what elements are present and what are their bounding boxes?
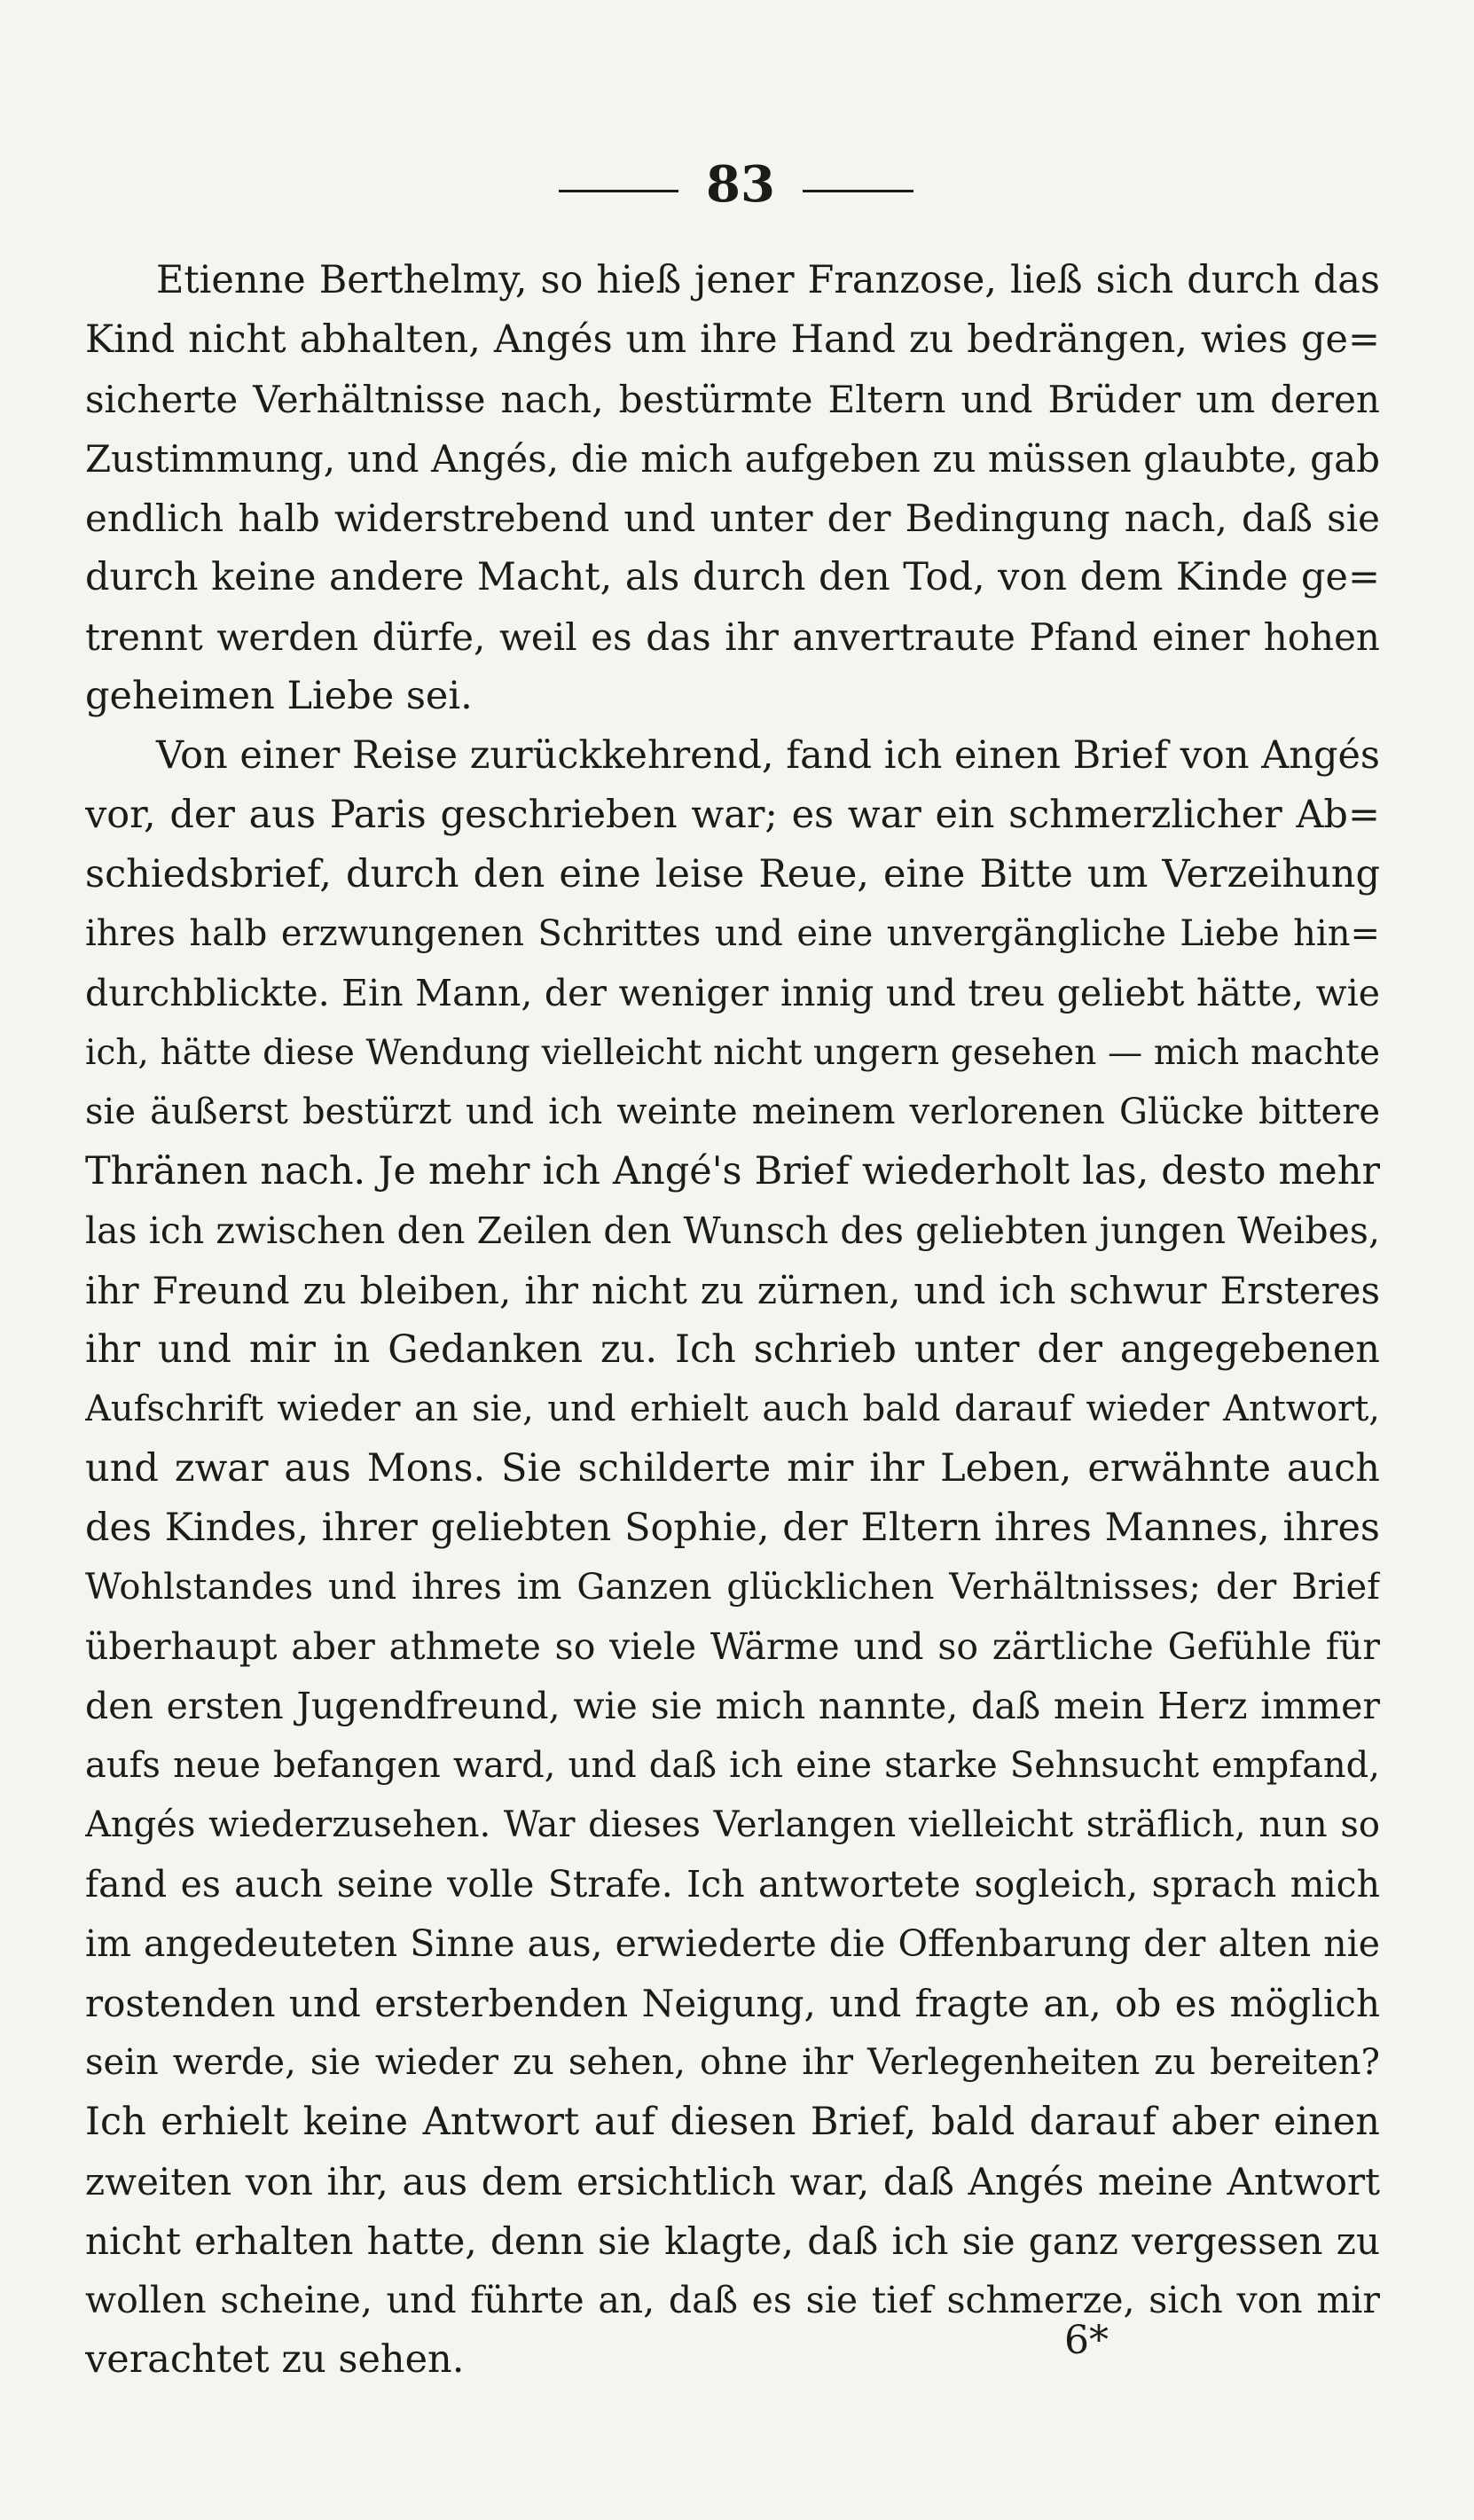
text-line: Zustimmung, und Angés, die mich aufgeben zu müssen glaubte, gab xyxy=(85,437,1380,481)
text-line: fand es auch seine volle Strafe. Ich antwortete sogleich, sprach mich xyxy=(85,1863,1380,1906)
text-line: Kind nicht abhalten, Angés um ihre Hand zu bedrängen, wies ge= xyxy=(85,317,1380,362)
text-line: Aufschrift wieder an sie, und erhielt auch bald darauf wieder Antwort, xyxy=(85,1389,1380,1429)
paragraph-2 xyxy=(85,726,1380,2390)
text-line: den ersten Jugendfreund, wie sie mich nannte, daß mein Herz immer xyxy=(85,1685,1380,1727)
text-line: aufs neue befangen ward, und daß ich eine starke Sehnsucht empfand, xyxy=(85,1745,1380,1786)
paragraph-1 xyxy=(85,251,1380,726)
text-line: sicherte Verhältnisse nach, bestürmte Eltern und Brüder um deren xyxy=(85,378,1380,421)
text-line: wollen scheine, und führte an, daß es sie tief schmerze, sich von mir xyxy=(85,2279,1380,2321)
text-line: geheimen Liebe sei. xyxy=(85,674,473,718)
text-line: Wohlstandes und ihres im Ganzen glücklichen Verhältnisses; der Brief xyxy=(85,1567,1380,1608)
header-rule-left xyxy=(559,190,678,192)
text-line: Ich erhielt keine Antwort auf diesen Brief, bald darauf aber einen xyxy=(85,2100,1380,2144)
text-line: ihr und mir in Gedanken zu. Ich schrieb unter der angegebenen xyxy=(85,1327,1380,1372)
page-header xyxy=(0,149,1474,220)
header-rule-right xyxy=(803,190,913,192)
text-line: trennt werden dürfe, weil es das ihr anvertraute Pfand einer hohen xyxy=(85,615,1380,659)
text-line: Angés wiederzusehen. War dieses Verlangen vielleicht sträflich, nun so xyxy=(85,1804,1380,1845)
signature-mark: 6* xyxy=(1064,2318,1109,2363)
text-line: schiedsbrief, durch den eine leise Reue, eine Bitte um Verzeihung xyxy=(85,852,1380,896)
text-line: im angedeuteten Sinne aus, erwiederte die Offenbarung der alten nie xyxy=(85,1922,1380,1965)
text-line: endlich halb widerstrebend und unter der Bedingung nach, daß sie xyxy=(85,497,1380,540)
text-line: verachtet zu sehen. xyxy=(85,2337,465,2382)
text-line: sein werde, sie wieder zu sehen, ohne ihr Verlegenheiten zu bereiten? xyxy=(85,2042,1380,2083)
text-line: ihres halb erzwungenen Schrittes und eine unvergängliche Liebe hin= xyxy=(85,913,1380,954)
text-line: durchblickte. Ein Mann, der weniger innig und treu geliebt hätte, wie xyxy=(85,972,1380,1014)
text-line: des Kindes, ihrer geliebten Sophie, der Eltern ihres Mannes, ihres xyxy=(85,1506,1380,1550)
text-line: vor, der aus Paris geschrieben war; es war ein schmerzlicher Ab= xyxy=(85,793,1380,837)
page-number: 83 xyxy=(706,155,775,214)
text-line: zweiten von ihr, aus dem ersichtlich war, daß Angés meine Antwort xyxy=(85,2160,1380,2203)
text-line: ihr Freund zu bleiben, ihr nicht zu zürnen, und ich schwur Ersteres xyxy=(85,1269,1380,1312)
text-line: überhaupt aber athmete so viele Wärme und so zärtliche Gefühle für xyxy=(85,1625,1380,1668)
text-line: durch keine andere Macht, als durch den Tod, von dem Kinde ge= xyxy=(85,555,1380,599)
text-line: und zwar aus Mons. Sie schilderte mir ihr Leben, erwähnte auch xyxy=(85,1446,1380,1491)
text-line: Etienne Berthelmy, so hieß jener Franzose, ließ sich durch das xyxy=(156,258,1380,302)
text-line: rostenden und ersterbenden Neigung, und fragte an, ob es möglich xyxy=(85,1982,1380,2025)
text-line: Von einer Reise zurückkehrend, fand ich einen Brief von Angés xyxy=(156,733,1380,778)
text-line: ich, hätte diese Wendung vielleicht nicht ungern gesehen — mich machte xyxy=(85,1033,1380,1073)
text-line: las ich zwischen den Zeilen den Wunsch des geliebten jungen Weibes, xyxy=(85,1209,1380,1252)
text-line: sie äußerst bestürzt und ich weinte meinem verlorenen Glücke bittere xyxy=(85,1092,1380,1132)
text-line: Thränen nach. Je mehr ich Angé's Brief wiederholt las, desto mehr xyxy=(85,1149,1380,1193)
body-text xyxy=(85,251,1380,2390)
text-line: nicht erhalten hatte, denn sie klagte, daß ich sie ganz vergessen zu xyxy=(85,2219,1380,2263)
